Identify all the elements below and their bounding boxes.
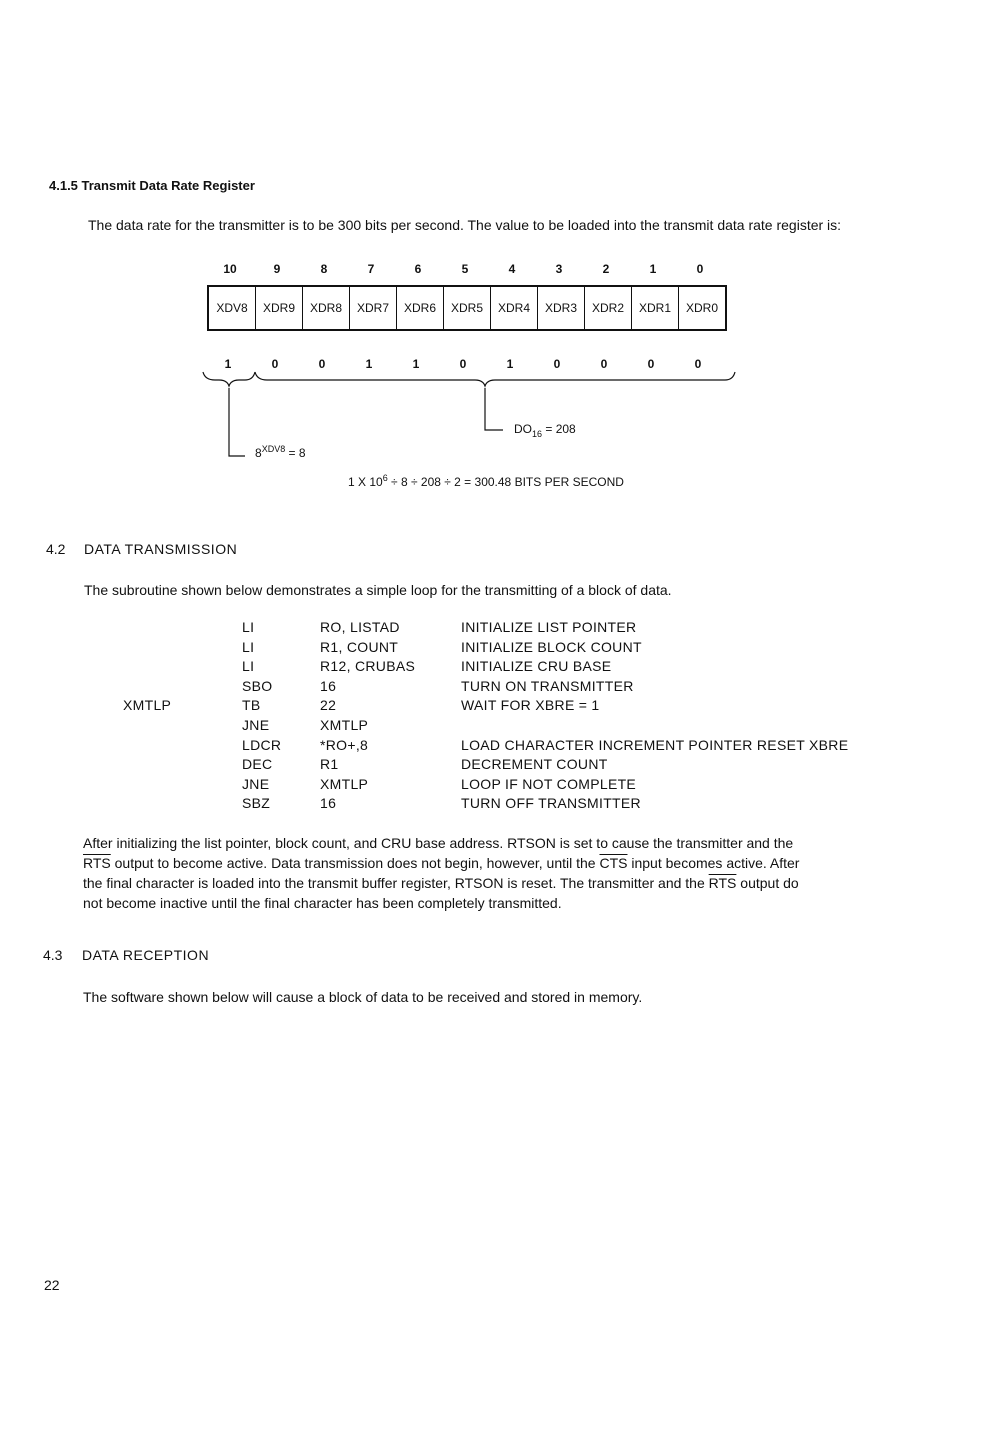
section-4-3-number: 4.3 xyxy=(43,947,63,963)
code-line xyxy=(0,756,1008,776)
code-comment: DECREMENT COUNT xyxy=(461,756,608,773)
code-op: SBZ xyxy=(242,795,271,812)
bit-number: 8 xyxy=(320,262,328,276)
register-field: XDR7 xyxy=(350,287,397,329)
code-operand: RO, LISTAD xyxy=(320,619,400,635)
page-number: 22 xyxy=(44,1277,60,1293)
code-op: DEC xyxy=(242,756,273,773)
section-4-3-title: DATA RECEPTION xyxy=(82,947,210,963)
section-4-1-5-title: 4.1.5 Transmit Data Rate Register xyxy=(49,178,255,193)
code-op: LI xyxy=(242,658,255,675)
bit-number: 7 xyxy=(367,262,375,276)
code-operand: R1 xyxy=(320,756,339,773)
bit-number: 0 xyxy=(696,262,704,276)
code-line xyxy=(0,639,1008,659)
code-operand: 16 xyxy=(320,795,337,812)
code-comment: WAIT FOR XBRE = 1 xyxy=(461,697,600,714)
code-label: XMTLP xyxy=(123,697,172,714)
code-op: JNE xyxy=(242,716,270,733)
data-rate-formula: 1 X $10^6 \div 8 \div 208 \div 2 = 300.48$ BITS PER SECOND xyxy=(348,473,624,489)
bit-value: 1 xyxy=(506,357,514,371)
section-4-2-title: DATA TRANSMISSION xyxy=(84,541,238,557)
register-field: XDR9 xyxy=(256,287,303,329)
section-4-2-intro: The subroutine shown below demonstrates a simple loop for the transmitting of a block of data. xyxy=(84,582,672,598)
bit-number: 3 xyxy=(555,262,563,276)
xdv8-label: $8^{XDV8} = 8$ xyxy=(255,444,306,460)
code-op: SBO xyxy=(242,677,273,694)
register-field: XDR2 xyxy=(585,287,632,329)
bit-value: 0 xyxy=(271,357,279,371)
code-comment: INITIALIZE CRU BASE xyxy=(461,658,612,675)
register-field: XDR1 xyxy=(632,287,679,329)
bit-value: 0 xyxy=(600,357,608,371)
code-operand: 22 xyxy=(320,697,337,714)
code-comment: TURN OFF TRANSMITTER xyxy=(461,795,641,812)
bit-number-row xyxy=(215,262,715,276)
code-comment: TURN ON TRANSMITTER xyxy=(461,677,634,694)
after-line-3: the final character is loaded into the transmit buffer register, RTSON is reset. The transmitter and the $\overline{RTS}$ output do xyxy=(83,875,799,891)
after-line-1: After initializing the list pointer, block count, and CRU base address. RTSON is set to cause the transmitter and the xyxy=(83,835,794,851)
do16-label: $DO_{16} = 208$ xyxy=(514,422,576,439)
section-4-2-after-text xyxy=(83,833,883,913)
bit-number: 1 xyxy=(649,262,657,276)
bit-number: 9 xyxy=(273,262,281,276)
after-line-4: not become inactive until the final character has been completely transmitted. xyxy=(83,895,562,911)
bit-value: 0 xyxy=(459,357,467,371)
section-4-1-5-text: The data rate for the transmitter is to be 300 bits per second. The value to be loaded into the transmit data rate register is: xyxy=(88,217,842,233)
code-line xyxy=(0,658,1008,678)
after-line-2: $\overline{RTS}$ output to become active. Data transmission does not begin, however, until the $\overline{CTS}$ input becomes active. After xyxy=(83,855,800,871)
code-op: TB xyxy=(242,697,261,714)
code-comment: INITIALIZE LIST POINTER xyxy=(461,619,637,635)
code-line xyxy=(0,697,1008,717)
code-line xyxy=(0,619,1008,639)
code-operand: 16 xyxy=(320,677,337,694)
bit-value: 1 xyxy=(224,357,232,371)
section-4-2-number: 4.2 xyxy=(46,541,66,557)
bit-number: 2 xyxy=(602,262,610,276)
code-comment: LOAD CHARACTER INCREMENT POINTER RESET XBRE xyxy=(461,736,849,753)
code-operand: *RO+,8 xyxy=(320,736,369,753)
bit-value: 0 xyxy=(694,357,702,371)
bit-value: 0 xyxy=(318,357,326,371)
register-field: XDR0 xyxy=(685,301,718,315)
section-4-3-text: The software shown below will cause a block of data to be received and stored in memory. xyxy=(83,989,643,1005)
bit-value: 0 xyxy=(647,357,655,371)
code-line xyxy=(0,795,1008,815)
code-op: LI xyxy=(242,619,255,635)
code-op: LDCR xyxy=(242,736,282,753)
code-operand: R1, COUNT xyxy=(320,638,399,655)
bit-value: 1 xyxy=(365,357,373,371)
register-table xyxy=(207,285,727,331)
code-operand: R12, CRUBAS xyxy=(320,658,416,675)
code-line xyxy=(0,678,1008,698)
register-field: XDR5 xyxy=(444,287,491,329)
bit-number: 6 xyxy=(414,262,422,276)
bit-number: 5 xyxy=(461,262,469,276)
bit-value: 1 xyxy=(412,357,420,371)
code-comment: LOOP IF NOT COMPLETE xyxy=(461,775,637,792)
code-operand: XMTLP xyxy=(320,716,369,733)
code-listing xyxy=(0,619,1008,815)
bit-value: 0 xyxy=(553,357,561,371)
bit-number: 10 xyxy=(223,262,237,276)
code-line xyxy=(0,737,1008,757)
code-line xyxy=(0,776,1008,796)
bit-number: 4 xyxy=(508,262,516,276)
code-operand: XMTLP xyxy=(320,775,369,792)
register-field: XDR8 xyxy=(303,287,350,329)
register-field: XDR3 xyxy=(538,287,585,329)
register-field: XDR4 xyxy=(491,287,538,329)
code-op: LI xyxy=(242,638,255,655)
register-field: XDR6 xyxy=(397,287,444,329)
code-line xyxy=(0,717,1008,737)
register-field: XDV8 xyxy=(209,287,256,329)
code-op: JNE xyxy=(242,775,270,792)
code-comment: INITIALIZE BLOCK COUNT xyxy=(461,638,642,655)
